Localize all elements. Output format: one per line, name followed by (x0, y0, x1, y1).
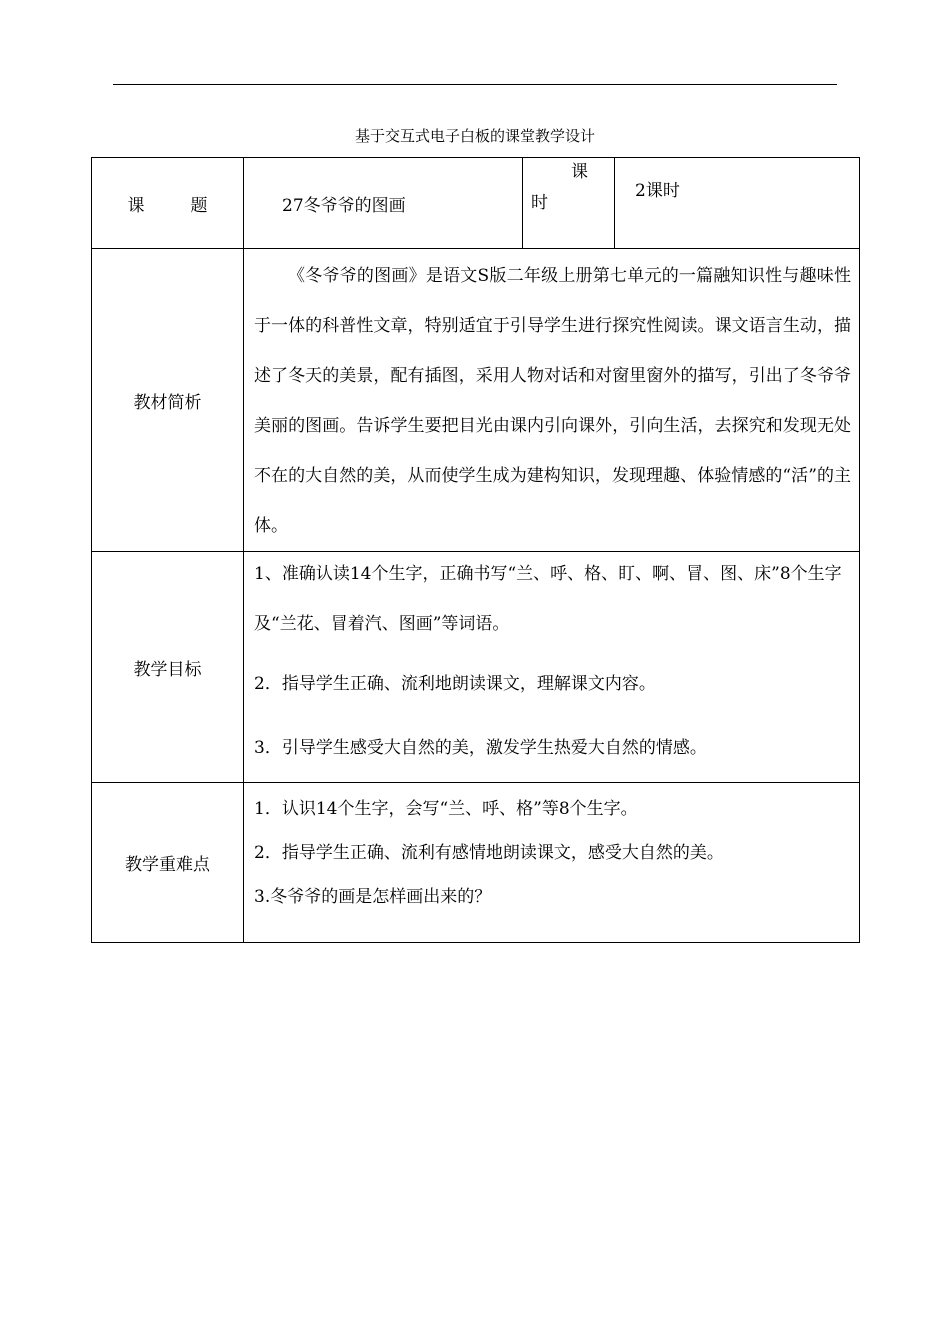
key-points-label: 教学重难点 (92, 783, 244, 943)
analysis-text: 《冬爷爷的图画》是语文S版二年级上册第七单元的一篇融知识性与趣味性于一体的科普性文章，特别适宜于引导学生进行探究性阅读。课文语言生动，描述了冬天的美景，配有插图，采用人物对话和对窗里窗外的描写，引出了冬爷爷美丽的图画。告诉学生要把目光由课内引向课外，引向生活，去探究和发现无处不在的大自然的美，从而使学生成为建构知识，发现理趣、体验情感的“活”的主体。 (244, 249, 860, 552)
key-points-content (244, 783, 860, 943)
analysis-label: 教材简析 (92, 249, 244, 552)
goal-item: 1、准确认读14个生字，正确书写“兰、呼、格、盯、啊、冒、图、床”8个生字及“兰花、冒着汽、图画”等词语。 (254, 564, 842, 634)
hours-label-char-2: 时 (531, 193, 548, 213)
key-point-item: 1．认识14个生字，会写“兰、呼、格”等8个生字。 (254, 799, 638, 819)
goals-label: 教学目标 (92, 552, 244, 783)
key-point-item: 2．指导学生正确、流利有感情地朗读课文，感受大自然的美。 (254, 843, 724, 863)
goals-content (244, 552, 860, 783)
lesson-plan-table (91, 157, 860, 943)
key-points-row (92, 783, 860, 943)
goal-item: 2．指导学生正确、流利地朗读课文，理解课文内容。 (254, 674, 656, 694)
hours-value: 2课时 (615, 158, 860, 249)
topic-row (92, 158, 860, 249)
goals-row (92, 552, 860, 783)
topic-value: 27冬爷爷的图画 (244, 158, 523, 249)
topic-label-char-1: 课 (127, 195, 145, 216)
topic-label-char-2: 题 (190, 195, 208, 216)
key-point-item: 3.冬爷爷的画是怎样画出来的？ (254, 887, 492, 907)
goal-item: 3．引导学生感受大自然的美，激发学生热爱大自然的情感。 (254, 738, 707, 758)
hours-label (523, 158, 615, 249)
header-rule (113, 84, 837, 85)
topic-label (92, 158, 244, 249)
hours-label-char-1: 课 (571, 162, 588, 182)
analysis-row (92, 249, 860, 552)
document-title: 基于交互式电子白板的课堂教学设计 (354, 127, 595, 145)
